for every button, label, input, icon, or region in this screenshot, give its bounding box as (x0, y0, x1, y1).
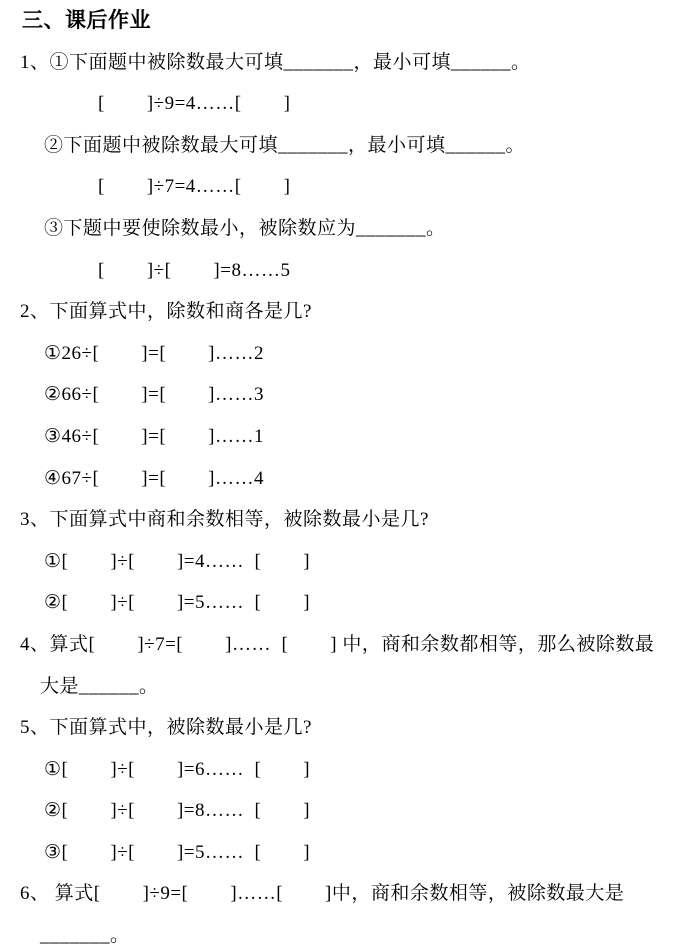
q5-prompt: 5、下面算式中，被除数最小是几? (20, 717, 312, 739)
q1-item2-equation: [ ]÷7=4……[ ] (98, 176, 291, 198)
q2-item3: ③46÷[ ]=[ ]……1 (44, 425, 264, 447)
q1-item3-prompt: ③下题中要使除数最小，被除数应为_______。 (44, 217, 446, 239)
q1-item3-equation: [ ]÷[ ]=8……5 (98, 259, 291, 281)
q3-item2: ②[ ]÷[ ]=5…… [ ] (44, 592, 311, 614)
q4-line1: 4、算式[ ]÷7=[ ]…… [ ] 中，商和余数都相等，那么被除数最 (20, 633, 655, 655)
q2-item2: ②66÷[ ]=[ ]……3 (44, 384, 264, 406)
q2-item4: ④67÷[ ]=[ ]……4 (44, 467, 264, 489)
q5-item1: ①[ ]÷[ ]=6…… [ ] (44, 758, 311, 780)
q3-prompt: 3、下面算式中商和余数相等，被除数最小是几? (20, 509, 429, 531)
q1-item1-equation: [ ]÷9=4……[ ] (98, 93, 291, 115)
q6-line2: _______。 (40, 925, 130, 944)
q1-item1-prompt: 1、①下面题中被除数最大可填_______，最小可填______。 (20, 51, 531, 73)
section-heading: 三、课后作业 (22, 8, 151, 32)
q3-item1: ①[ ]÷[ ]=4…… [ ] (44, 550, 311, 572)
q5-item2: ②[ ]÷[ ]=8…… [ ] (44, 800, 311, 822)
q1-item2-prompt: ②下面题中被除数最大可填_______，最小可填______。 (44, 134, 526, 156)
q6-line1: 6、 算式[ ]÷9=[ ]……[ ]中，商和余数相等，被除数最大是 (20, 883, 625, 905)
q2-prompt: 2、下面算式中，除数和商各是几? (20, 301, 312, 323)
q2-item1: ①26÷[ ]=[ ]……2 (44, 342, 264, 364)
q4-line2: 大是______。 (40, 675, 159, 697)
q5-item3: ③[ ]÷[ ]=5…… [ ] (44, 841, 311, 863)
